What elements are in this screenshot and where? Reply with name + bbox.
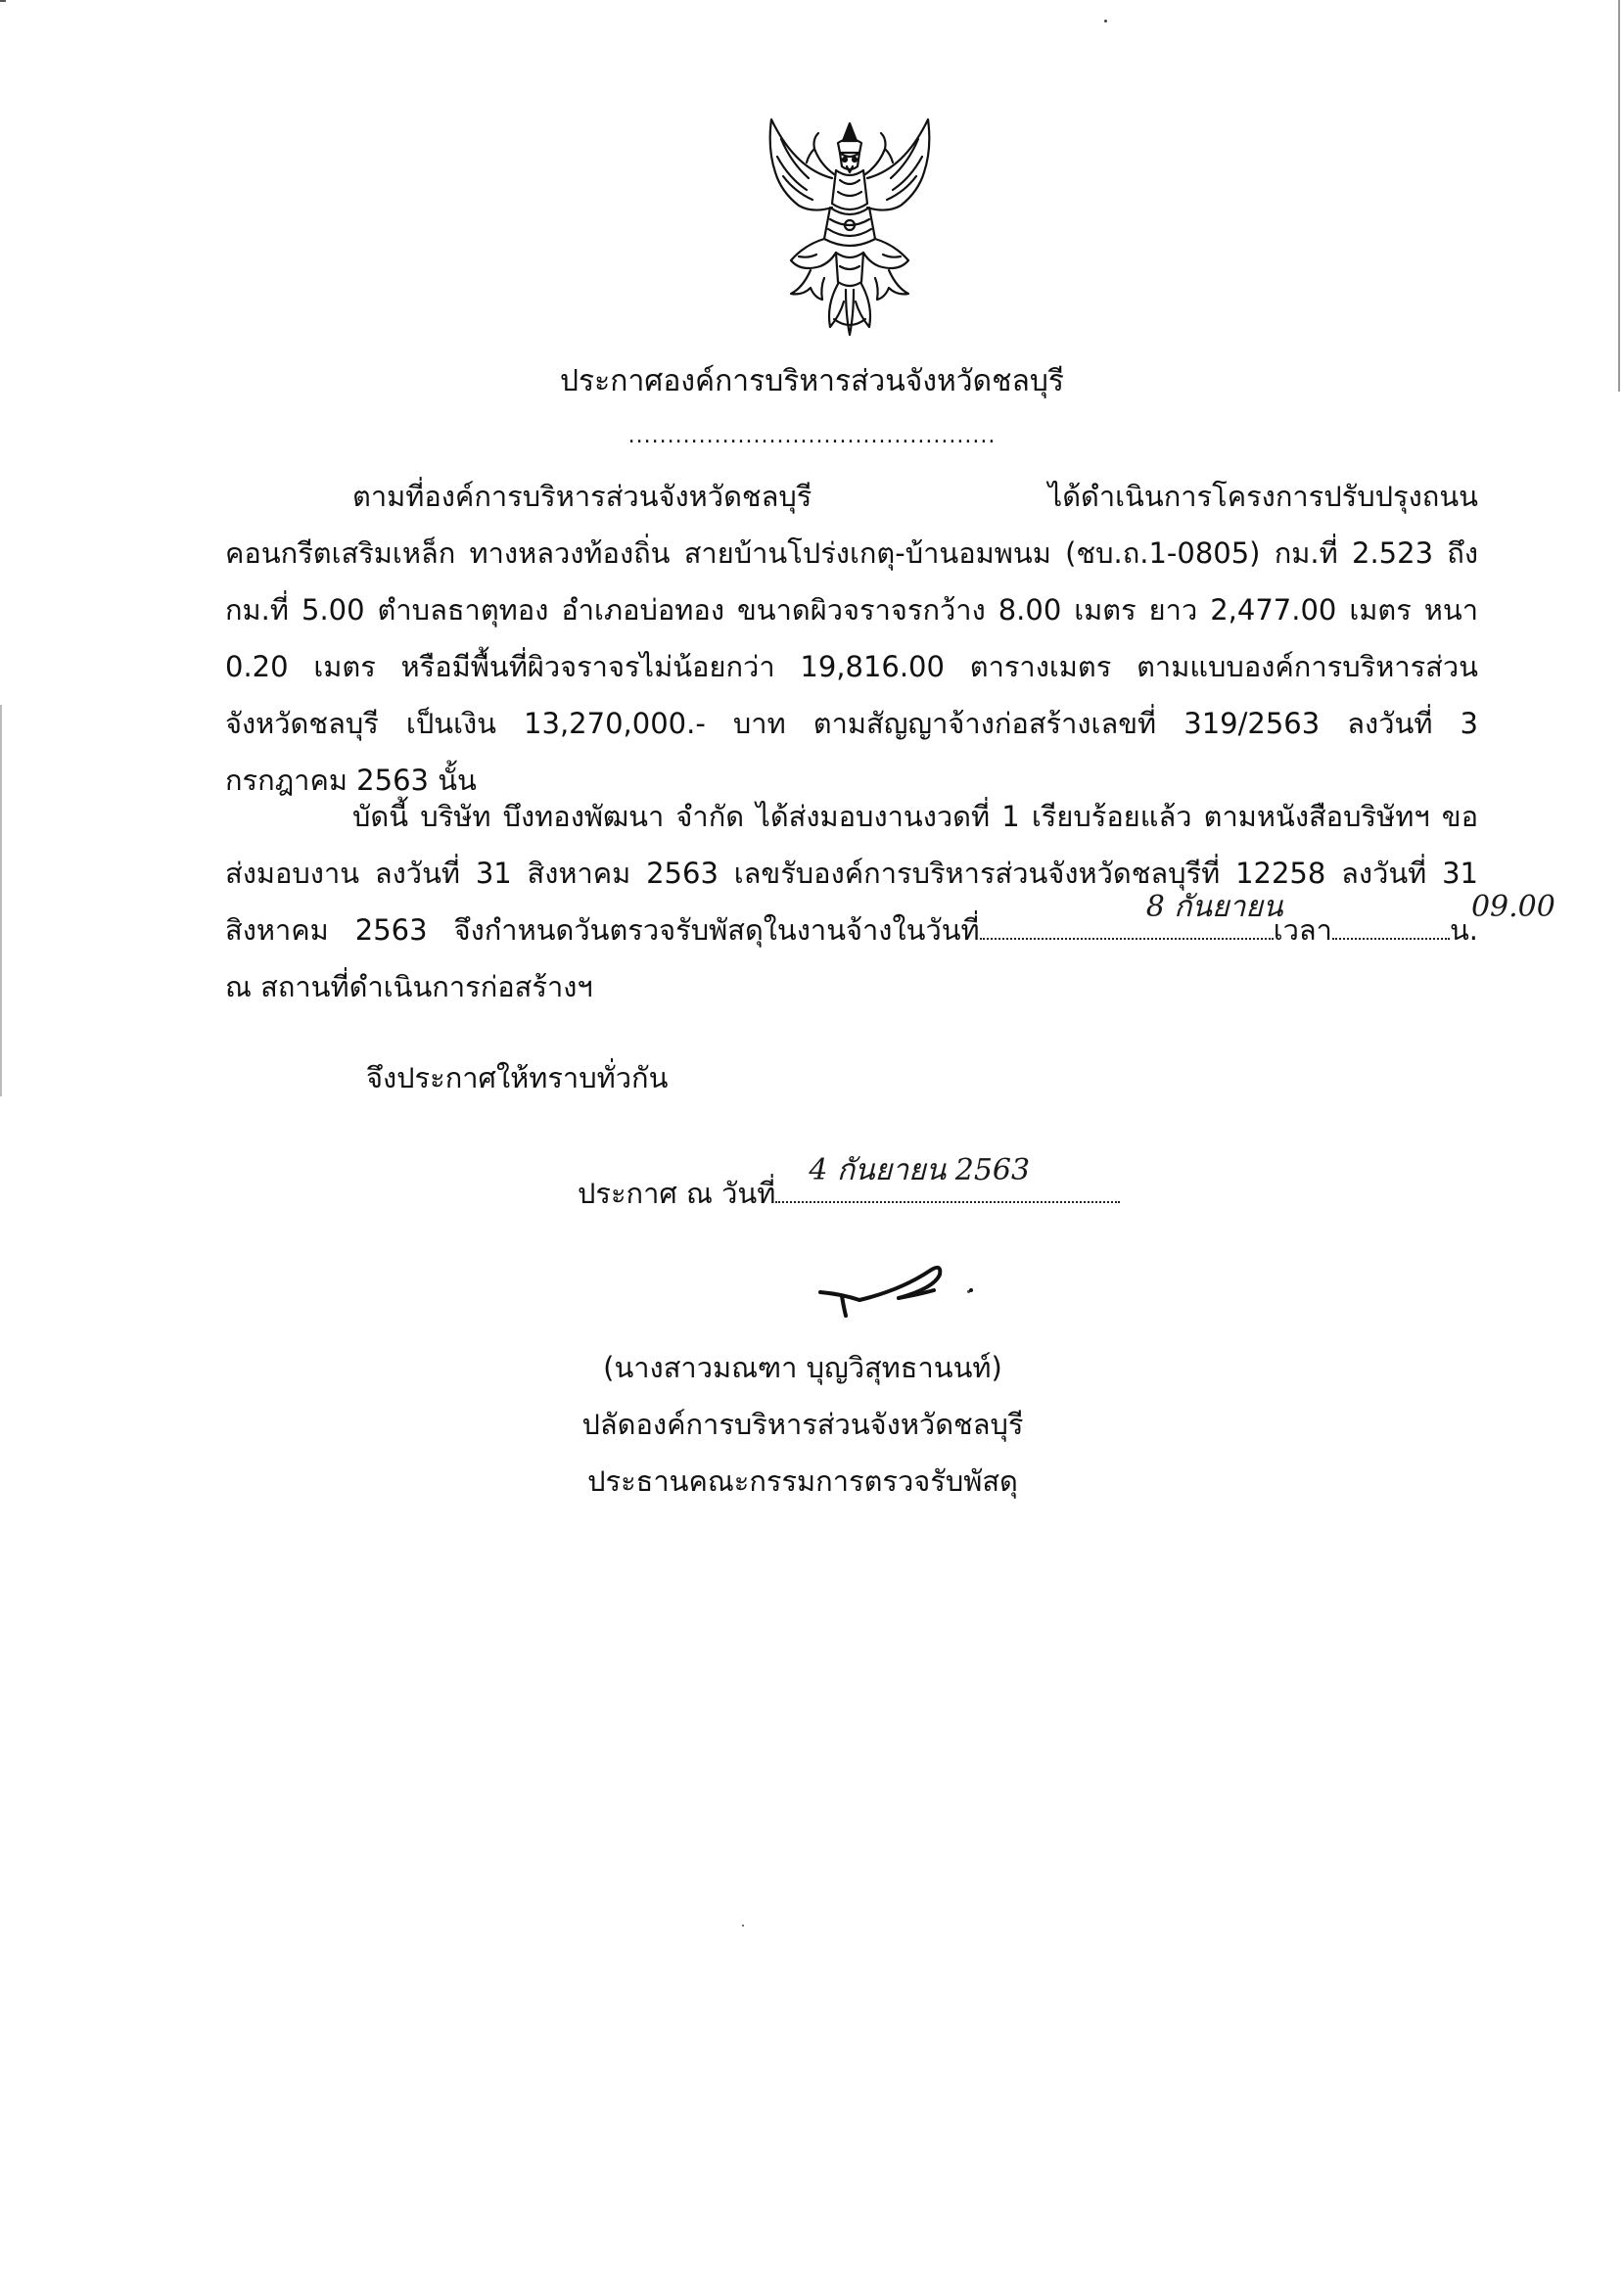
handwritten-inspection-time: 09.00 — [1470, 890, 1555, 924]
top-edge-line — [0, 0, 6, 2]
location-text: น. ณ สถานที่ดำเนินการก่อสร้างฯ — [225, 913, 1478, 1003]
announcement-date-field — [775, 1153, 1120, 1203]
signatory-position: ปลัดองค์การบริหารส่วนจังหวัดชลบุรี — [581, 1408, 1024, 1441]
scan-speck — [1104, 20, 1107, 23]
left-edge-line — [0, 705, 2, 1096]
handwritten-announcement-date: 4 กันยายน 2563 — [809, 1153, 1031, 1187]
signatory-block — [548, 1339, 1057, 1510]
announcement-date-line — [578, 1153, 1120, 1222]
paragraph-delivery-notice — [225, 788, 1555, 1015]
garuda-emblem-icon — [752, 110, 948, 341]
handwritten-signature — [812, 1251, 989, 1320]
closing-statement: จึงประกาศให้ทราบทั่วกัน — [366, 1061, 669, 1094]
paragraph-project-details: ตามที่องค์การบริหารส่วนจังหวัดชลบุรี ได้ดำเนินการโครงการปรับปรุงถนนคอนกรีตเสริมเหล็ก ทางหลวงท้องถิ่น สายบ้านโปร่งเกตุ-บ้านอมพนม (ชบ.ถ.1-0805) กม.ที่ 2.523 ถึง กม.ที่ 5.00 ตำบลธาตุทอง อำเภอบ่อทอง ขนาดผิวจราจรกว้าง 8.00 เมตร ยาว 2,477.00 เมตร หนา 0.20 เมตร หรือมีพื้นที่ผิวจราจรไม่น้อยกว่า 19,816.00 ตารางเมตร ตามแบบองค์การบริหารส่วนจังหวัดชลบุรี เป็นเงิน 13,270,000.- บาท ตามสัญญาจ้างก่อสร้างเลขที่ 319/2563 ลงวันที่ 3 กรกฎาคม 2563 นั้น — [225, 480, 1478, 797]
inspection-time-field — [1332, 890, 1555, 940]
right-edge-line — [1618, 0, 1620, 392]
handwritten-inspection-date: 8 กันยายน — [1145, 890, 1283, 924]
time-label: เวลา — [1273, 913, 1332, 947]
paragraph-delivery-text: บัดนี้ บริษัท บึงทองพัฒนา จำกัด ได้ส่งมอบงานงวดที่ 1 เรียบร้อยแล้ว ตามหนังสือบริษัทฯ ขอส่งมอบงาน ลงวันที่ 31 สิงหาคม 2563 เลขรับองค์การบริหารส่วนจังหวัดชลบุรีที่ 12258 ลงวันที่ 31 สิงหาคม 2563 จึงกำหนดวันตรวจรับพัสดุในงานจ้างในวันที่ — [225, 800, 1478, 947]
title-dotted-rule: ............................................... — [627, 424, 997, 448]
signatory-name: (นางสาวมณฑา บุญวิสุทธานนท์) — [603, 1351, 1002, 1384]
signatory-role: ประธานคณะกรรมการตรวจรับพัสดุ — [587, 1464, 1018, 1498]
document-title: ประกาศองค์การบริหารส่วนจังหวัดชลบุรี — [560, 364, 1064, 398]
announcement-date-label: ประกาศ ณ วันที่ — [578, 1177, 776, 1210]
scan-speck — [742, 1925, 744, 1927]
inspection-date-field — [980, 890, 1283, 940]
